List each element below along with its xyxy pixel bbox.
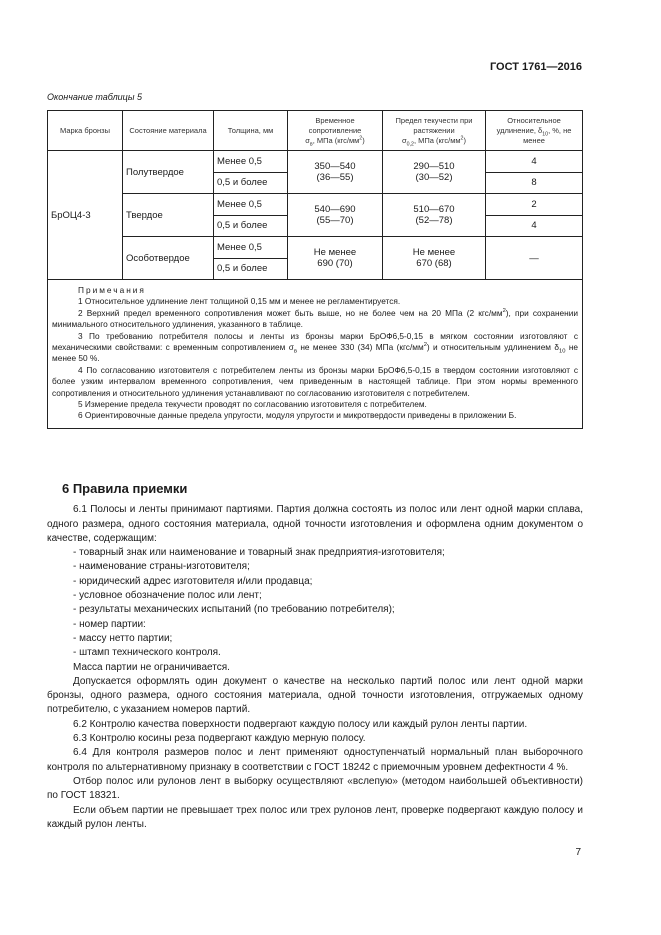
properties-table	[47, 110, 583, 429]
table-row	[48, 237, 583, 259]
cell-state: Твердое	[123, 194, 214, 237]
cell-elongation: 4	[486, 215, 583, 237]
note: 3 По требованию потребителя полосы и ленты из бронзы марки БрОФ6,5-0,15 в мягком состоянии изготовляют с механическими свойствами: с временным сопротивлением $\sigma_в$ не менее 330 (34) МПа $(кгс/мм^2)$ и относительным удлинением $\delta_{10}$ не менее 50 %.	[52, 330, 579, 364]
cell-tensile: 540—690 (55—70)	[288, 194, 383, 237]
cell-elongation: 4	[486, 151, 583, 173]
cell-elongation: —	[486, 237, 583, 280]
list-item: - условное обозначение полос или лент;	[73, 590, 262, 602]
paragraph: Масса партии не ограничивается.	[73, 661, 230, 673]
document-header: ГОСТ 1761—2016	[489, 61, 582, 73]
paragraph: 6.3 Контролю косины реза подвергают каждую мерную полосу.	[73, 733, 366, 745]
paragraph: Допускается оформлять один документ о качестве на несколько партий полос или лент одной марки бронзы, одного размера, одного состояния материала, одной точности изготовления, отгружаемых одному потребителю, с указанием номеров партий.	[47, 675, 583, 716]
paragraph: 6.1 Полосы и ленты принимают партиями. Партия должна состоять из полос или лент одной марки сплава, одного размера, одного состояния материала, одной точности изготовления и оформлена одним документом о качестве, содержащим:	[47, 504, 583, 544]
cell-elongation: 2	[486, 194, 583, 216]
notes-title: Примечания	[78, 285, 146, 295]
col-thickness: Толщина, мм	[214, 111, 288, 151]
col-grade: Марка бронзы	[48, 111, 123, 151]
note: 5 Измерение предела текучести проводят по согласованию изготовителя с потребителем.	[78, 399, 427, 410]
list-item: - наименование страны-изготовителя;	[73, 561, 250, 573]
table-caption: Окончание таблицы 5	[47, 92, 142, 102]
note: 1 Относительное удлинение лент толщиной 0,15 мм и менее не регламентируется.	[78, 296, 401, 307]
cell-thickness: Менее 0,5	[214, 194, 288, 216]
cell-thickness: Менее 0,5	[214, 237, 288, 259]
note: 4 По согласованию изготовителя с потребителем ленты из бронзы марки БрОФ6,5-0,15 в твердом состоянии изготовляют с более узким интервалом временного сопротивления, чем приведенным в настоящей таблице. При этом нормы временного сопротивления и относительного удлинения устанавливают по согласованию изготовителя с потребителем.	[52, 364, 578, 398]
list-item: - номер партии:	[73, 618, 146, 630]
cell-yield: 510—670 (52—78)	[383, 194, 486, 237]
cell-yield: 290—510 (30—52)	[383, 151, 486, 194]
cell-tensile: Не менее 690 (70)	[288, 237, 383, 280]
page-number: 7	[575, 847, 581, 858]
cell-grade: БрОЦ4-3	[48, 151, 123, 280]
note: 6 Ориентировочные данные предела упругости, модуля упругости и микротвердости приведены в приложении Б.	[78, 410, 517, 421]
col-tensile: Временное сопротивление $\sigma_в$, МПа $(кгс/мм^2)$	[288, 111, 383, 151]
table-header-row	[48, 111, 583, 151]
note: 2 Верхний предел временного сопротивления может быть выше, но не более чем на 20 МПа (2 кгс/$мм^2$), при сохранении минимального относительного удлинения, указанного в таблице.	[52, 307, 579, 330]
cell-thickness: 0,5 и более	[214, 258, 288, 280]
table-row	[48, 151, 583, 173]
list-item: - массу нетто партии;	[73, 632, 173, 644]
col-state: Состояние материала	[123, 111, 214, 151]
table-notes-row	[48, 280, 583, 429]
section-body	[47, 482, 583, 832]
table-row	[48, 194, 583, 216]
cell-thickness: Менее 0,5	[214, 151, 288, 173]
paragraph: Отбор полос или рулонов лент в выборку осуществляют «вслепую» (методом наибольшей объективности) по ГОСТ 18321.	[47, 775, 583, 802]
list-item: - товарный знак или наименование и товарный знак предприятия-изготовителя;	[73, 547, 445, 559]
list-item: - штамп технического контроля.	[73, 647, 221, 659]
cell-state: Полутвердое	[123, 151, 214, 194]
cell-tensile: 350—540 (36—55)	[288, 151, 383, 194]
section-title: 6 Правила приемки	[62, 481, 188, 496]
col-yield: Предел текучести при растяжении $\sigma_{0,2}$, МПа $(кгс/мм^2)$	[383, 111, 486, 151]
cell-thickness: 0,5 и более	[214, 172, 288, 194]
list-item: - результаты механических испытаний (по требованию потребителя);	[73, 604, 395, 616]
paragraph: 6.4 Для контроля размеров полос и лент применяют одноступенчатый нормальный план выборочного контроля по альтернативному признаку в соответствии с ГОСТ 18242 с приемочным уровнем дефектности 4 %.	[47, 747, 583, 773]
cell-state: Особотвердое	[123, 237, 214, 280]
cell-elongation: 8	[486, 172, 583, 194]
list-item: - юридический адрес изготовителя и/или продавца;	[73, 575, 313, 587]
paragraph: 6.2 Контролю качества поверхности подвергают каждую полосу или каждый рулон ленты партии.	[73, 718, 528, 730]
cell-thickness: 0,5 и более	[214, 215, 288, 237]
table-notes	[48, 280, 583, 429]
paragraph: Если объем партии не превышает трех полос или трех рулонов лент, проверке подвергают каждую полосу и каждый рулон ленты.	[47, 804, 583, 830]
col-elongation: Относительное удлинение, $\delta_{10}$, %, не менее	[486, 111, 583, 151]
cell-yield: Не менее 670 (68)	[383, 237, 486, 280]
